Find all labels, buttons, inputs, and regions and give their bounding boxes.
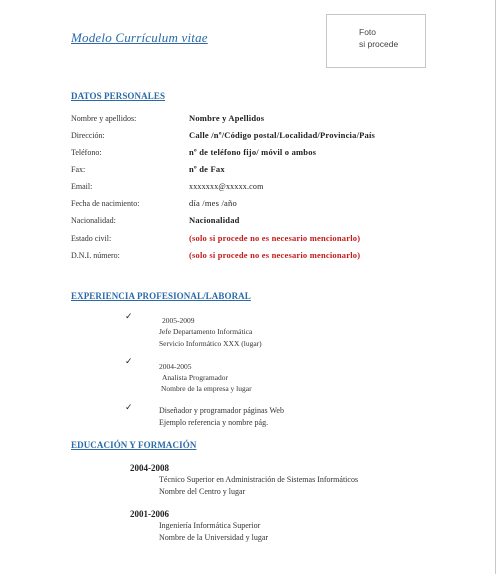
- experience-3-role: Diseñador y programador páginas Web: [159, 406, 284, 415]
- label-address: Dirección:: [71, 131, 105, 140]
- photo-sublabel: si procede: [359, 39, 399, 49]
- photo-label: Foto: [359, 27, 377, 37]
- experience-1-years: 2005-2009: [162, 316, 195, 325]
- value-name: Nombre y Apellidos: [189, 113, 265, 123]
- checkmark-icon: ✓: [125, 312, 133, 322]
- education-1-center: Nombre del Centro y lugar: [159, 487, 246, 496]
- value-marital-status: (solo si procede no es necesario mencionarlo): [189, 233, 361, 243]
- label-fax: Fax:: [71, 165, 86, 174]
- page-edge: [495, 0, 496, 574]
- experience-1-place: Servicio Informático XXX (lugar): [159, 339, 262, 348]
- photo-placeholder: [326, 14, 426, 68]
- label-email: Email:: [71, 182, 93, 191]
- section-education-heading: EDUCACIÓN Y FORMACIÓN: [71, 440, 197, 450]
- checkmark-icon: ✓: [125, 357, 133, 367]
- education-1-years: 2004-2008: [130, 463, 169, 473]
- experience-2-years: 2004-2005: [159, 362, 192, 371]
- label-marital-status: Estado civil:: [71, 234, 112, 243]
- value-address: Calle /nº/Código postal/Localidad/Provincia/País: [189, 130, 376, 140]
- document-title: Modelo Currículum vitae: [71, 30, 208, 45]
- value-nationality: Nacionalidad: [189, 215, 240, 225]
- education-2-years: 2001-2006: [130, 509, 169, 519]
- label-name: Nombre y apellidos:: [71, 114, 137, 123]
- label-phone: Teléfono:: [71, 148, 102, 157]
- experience-1-role: Jefe Departamento Informática: [159, 327, 253, 336]
- value-email: xxxxxxx@xxxxx.com: [189, 182, 264, 191]
- experience-2-role: Analista Programador: [162, 373, 229, 382]
- value-dni: (solo si procede no es necesario mencionarlo): [189, 250, 361, 260]
- checkmark-icon: ✓: [125, 403, 133, 413]
- label-birthdate: Fecha de nacimiento:: [71, 199, 140, 208]
- label-dni: D.N.I. número:: [71, 251, 120, 260]
- experience-3-reference: Ejemplo referencia y nombre pág.: [159, 418, 269, 427]
- label-nationality: Nacionalidad:: [71, 216, 116, 225]
- education-1-title: Técnico Superior en Administración de Sistemas Informáticos: [159, 475, 359, 484]
- section-experience-heading: EXPERIENCIA PROFESIONAL/LABORAL: [71, 291, 251, 301]
- value-fax: nº de Fax: [189, 164, 225, 174]
- value-birthdate: día /mes /año: [189, 198, 237, 208]
- value-phone: nº de teléfono fijo/ móvil o ambos: [189, 147, 317, 157]
- experience-2-place: Nombre de la empresa y lugar: [161, 384, 252, 393]
- education-2-center: Nombre de la Universidad y lugar: [159, 533, 269, 542]
- section-personal-heading: DATOS PERSONALES: [71, 91, 166, 101]
- education-2-title: Ingeniería Informática Superior: [159, 521, 261, 530]
